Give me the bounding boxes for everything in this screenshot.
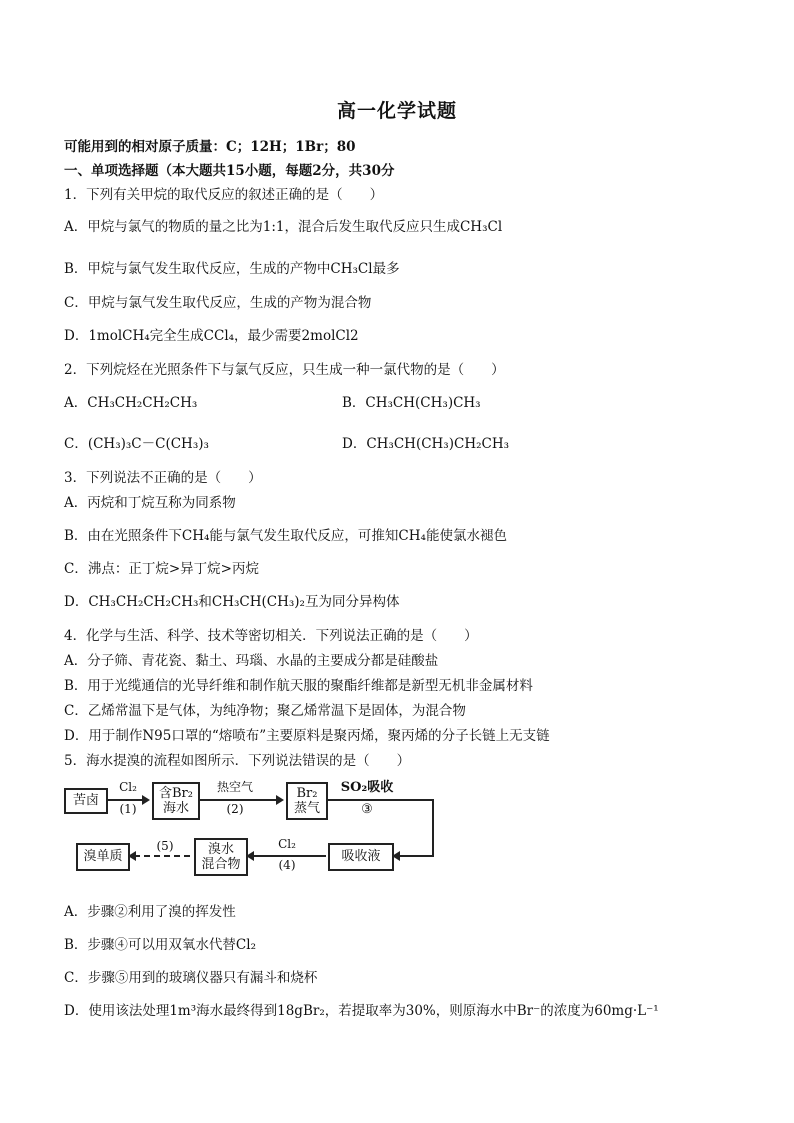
- page-title: 高一化学试题: [336, 100, 457, 122]
- q4-option-c: C．乙烯常温下是气体，为纯净物；聚乙烯常温下是固体，为混合物: [64, 703, 466, 719]
- q4-stem: 4．化学与生活、科学、技术等密切相关．下列说法正确的是（ ）: [64, 628, 478, 644]
- arrow3-label-bottom: ③: [361, 802, 373, 817]
- arrow1-label-top: Cl₂: [119, 780, 137, 794]
- q5-stem: 5．海水提溴的流程如图所示．下列说法错误的是（ ）: [64, 753, 411, 769]
- q4-option-a: A．分子筛、青花瓷、黏土、玛瑙、水晶的主要成分都是硅酸盐: [64, 653, 439, 669]
- arrow3-back-line: [399, 855, 434, 857]
- arrow3-down-line: [432, 799, 434, 857]
- q3-option-b: B．由在光照条件下CH₄能与氯气发生取代反应，可推知CH₄能使氯水褪色: [64, 528, 507, 544]
- q2-option-d: D．CH₃CH(CH₃)CH₂CH₃: [342, 436, 510, 452]
- box2-line1: 含Br₂: [159, 786, 193, 801]
- arrow2-label-top: 热空气: [216, 780, 253, 794]
- arrow3-line: [328, 799, 434, 801]
- q5-option-d: D．使用该法处理1m³海水最终得到18gBr₂，若提取率为30%，则原海水中Br⁻的浓度为60mg·L⁻¹: [64, 1003, 659, 1019]
- q3-option-d: D．CH₃CH₂CH₂CH₃和CH₃CH(CH₃)₂互为同分异构体: [64, 594, 400, 610]
- atomic-mass-note: 可能用到的相对原子质量：C；12H；1Br；80: [64, 139, 356, 155]
- arrow5-dashed-line: [134, 855, 190, 857]
- arrow5-label: (5): [156, 839, 174, 853]
- q5-option-b: B．步骤④可以用双氧水代替Cl₂: [64, 937, 256, 953]
- q2-option-a: A．CH₃CH₂CH₂CH₃: [64, 395, 198, 411]
- q2-option-c: C．(CH₃)₃C－C(CH₃)₃: [64, 436, 209, 452]
- q5-option-c: C．步骤⑤用到的玻璃仪器只有漏斗和烧杯: [64, 970, 318, 986]
- q1-option-b: B．甲烷与氯气发生取代反应，生成的产物中CH₃Cl最多: [64, 261, 400, 277]
- box3-line2: 蒸气: [293, 801, 320, 816]
- section-heading: 一、单项选择题（本大题共15小题，每题2分，共30分: [64, 163, 395, 179]
- arrow1-line: [108, 799, 142, 801]
- q1-option-d: D．1molCH₄完全生成CCl₄，最少需要2molCl2: [64, 328, 359, 344]
- box3-line1: Br₂: [296, 786, 318, 801]
- arrow4-label-bottom: (4): [278, 858, 296, 872]
- q5-option-a: A．步骤②利用了溴的挥发性: [64, 904, 236, 920]
- q4-option-b: B．用于光缆通信的光导纤维和制作航天服的聚酯纤维都是新型无机非金属材料: [64, 678, 533, 694]
- arrow4-label-top: Cl₂: [278, 837, 296, 851]
- bromine-extraction-flowchart: [62, 780, 442, 880]
- q2-option-b: B．CH₃CH(CH₃)CH₃: [342, 395, 481, 411]
- box-bittern: 苦卤: [64, 788, 108, 814]
- q1-option-c: C．甲烷与氯气发生取代反应，生成的产物为混合物: [64, 295, 372, 311]
- arrow2-line: [200, 799, 276, 801]
- box-br2-vapor: [286, 782, 328, 820]
- box5-line1: 溴水: [207, 842, 234, 857]
- q3-stem: 3．下列说法不正确的是（ ）: [64, 470, 262, 486]
- box-bromine-water-mixture: [194, 838, 248, 876]
- box-absorption-liquid: 吸收液: [328, 843, 394, 871]
- q1-option-a: A．甲烷与氯气的物质的量之比为1:1，混合后发生取代反应只生成CH₃Cl: [64, 219, 503, 235]
- q3-option-c: C．沸点：正丁烷>异丁烷>丙烷: [64, 561, 259, 577]
- arrow4-line: [252, 855, 326, 857]
- box-br2-seawater: [152, 782, 200, 820]
- q1-stem: 1．下列有关甲烷的取代反应的叙述正确的是（ ）: [64, 187, 384, 203]
- box5-line2: 混合物: [201, 857, 241, 872]
- box-elemental-bromine: 溴单质: [76, 843, 130, 871]
- q4-option-d: D．用于制作N95口罩的“熔喷布”主要原料是聚丙烯，聚丙烯的分子长链上无支链: [64, 728, 550, 744]
- arrow1-label-bottom: (1): [119, 802, 137, 816]
- q3-option-a: A．丙烷和丁烷互称为同系物: [64, 495, 236, 511]
- arrow2-label-bottom: (2): [226, 802, 244, 816]
- box2-line2: 海水: [162, 801, 189, 816]
- q2-stem: 2．下列烷烃在光照条件下与氯气反应，只生成一种一氯代物的是（ ）: [64, 362, 505, 378]
- arrow2-head: [276, 795, 284, 805]
- arrow3-label-top: SO₂吸收: [340, 780, 394, 795]
